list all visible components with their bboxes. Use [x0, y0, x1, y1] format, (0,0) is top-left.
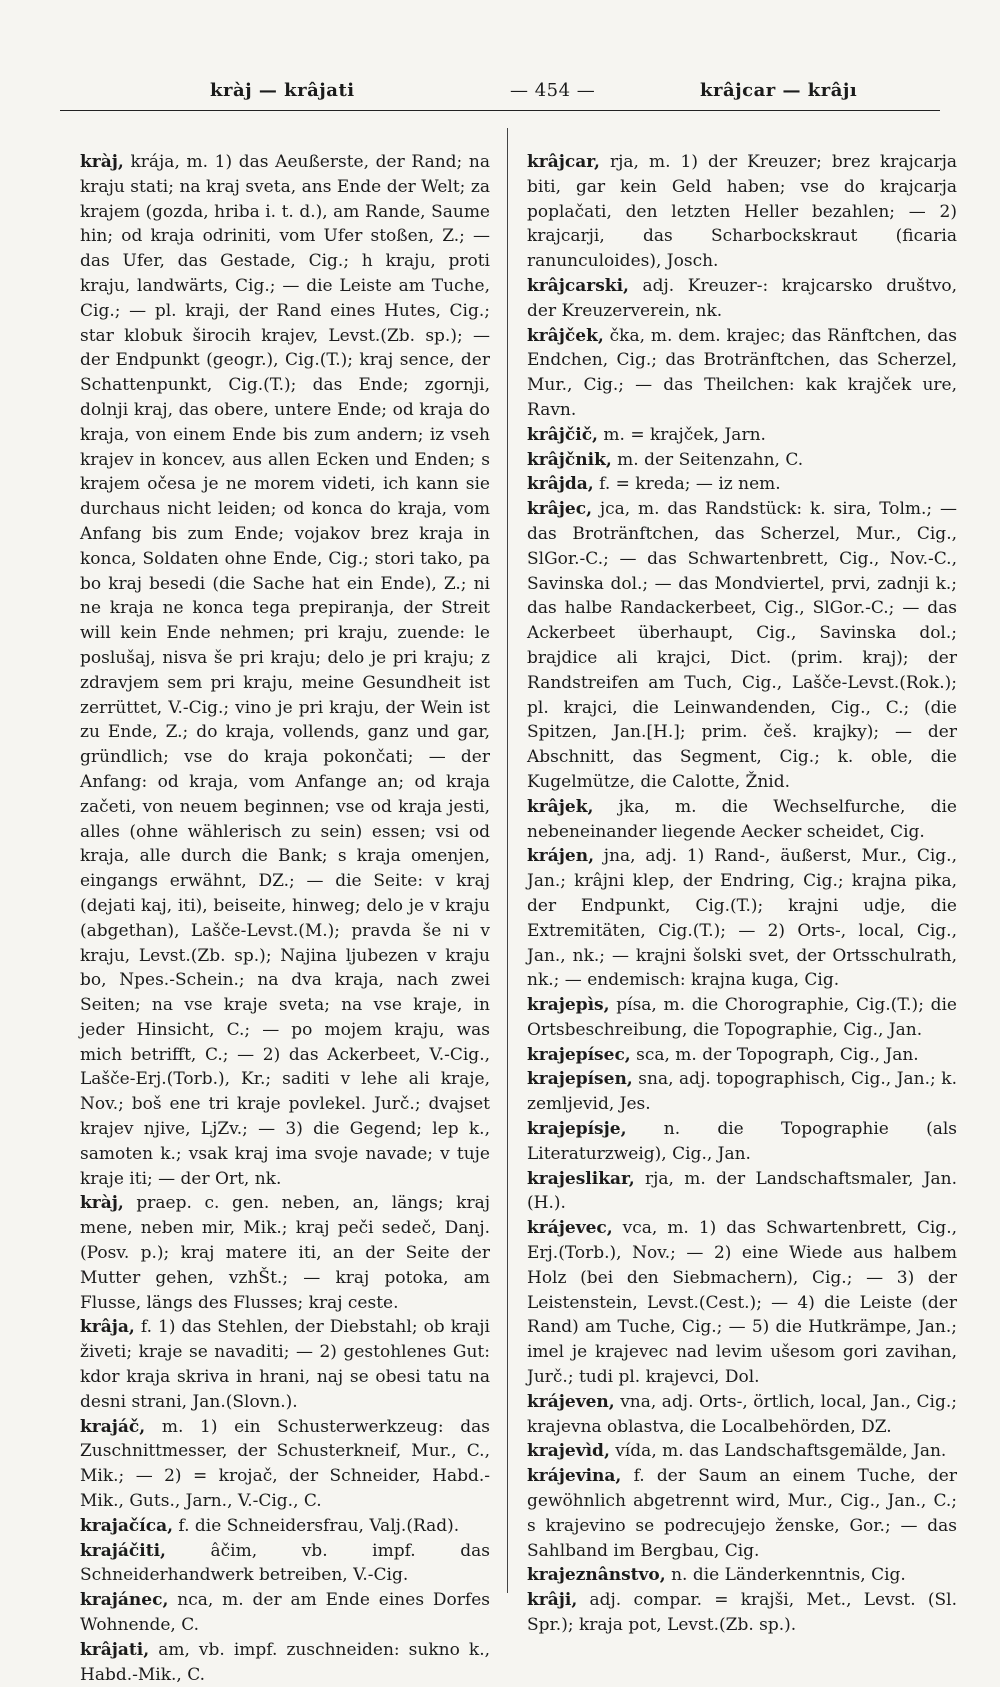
dictionary-entry — [527, 993, 957, 1043]
entry-headword: krájevina, — [527, 1466, 622, 1487]
entry-definition: krája, m. 1) das Aeußerste, der Rand; na kraju stati; na kraj sveta, ans Ende der Welt; za krajem (gozda, hriba i. t. d.), am Rande, Saume hin; od kraja odriniti, vom Ufer stoßen, Z.; — das Ufer, das Gestade, Cig.; h kraju, proti kraju, landwärts, Cig.; — die Leiste am Tuche, Cig.; — pl. kraji, der Rand eines Hutes, Cig.; star klobuk širocih krajev, Levst.(Zb. sp.); — der Endpunkt (geogr.), Cig.(T.); kraj sence, der Schattenpunkt, Cig.(T.); das Ende; zgornji, dolnji kraj, das obere, untere Ende; od kraja do kraja, von einem Ende bis zum andern; iz vseh krajev in koncev, aus allen Ecken und Enden; s krajem očesa je ne morem videti, ich kann sie durchaus nicht leiden; od konca do kraja, vom Anfang bis zum Ende; vojakov brez kraja in konca, Soldaten ohne Ende, Cig.; stori tako, pa bo kraj besedi (die Sache hat ein Ende), Z.; ni ne kraja ne konca tega prepiranja, der Streit will kein Ende nehmen; pri kraju, zuende: le poslušaj, nisva še pri kraju; delo je pri kraju; z zdravjem sem pri kraju, meine Gesundheit ist zerrüttet, V.-Cig.; vino je pri kraju, der Wein ist zu Ende, Z.; do kraja, vollends, ganz und gar, gründlich; vse do kraja pokončati; — der Anfang: od kraja, vom Anfange an; od kraja začeti, von neuem beginnen; vse od kraja jesti, alles (ohne wählerisch zu sein) essen; vsi od kraja, alle durch die Bank; s kraja omenjen, eingangs erwähnt, DZ.; — die Seite: v kraj (dejati kaj, iti), beiseite, hinweg; delo je v kraju (abgethan), Lašče-Levst.(M.); pravda še ni v kraju, Levst.(Zb. sp.); Najina ljubezen v kraju bo, Npes.-Schein.; na dva kraja, nach zwei Seiten; na vse kraje sveta; na vse kraje, in jeder Hinsicht, C.; — po mojem kraju, was mich betrifft, C.; — 2) das Ackerbeet, V.-Cig., Lašče-Erj.(Torb.), Kr.; saditi v lehe ali kraje, Nov.; boš ene tri kraje povlekel. Jurč.; dvajset krajev njive, LjZv.; — 3) die Gegend; lep k., samoten k.; vsak kraj ima svoje navade; v tuje kraje iti; — der Ort, nk. — [80, 152, 490, 1189]
entry-headword: krajáč, — [80, 1416, 146, 1437]
dictionary-entry — [80, 1191, 490, 1315]
entry-headword: krájevec, — [527, 1218, 613, 1239]
dictionary-entry — [527, 1439, 957, 1464]
dictionary-entry — [527, 1167, 957, 1217]
entry-headword: krajevìd, — [527, 1441, 610, 1462]
dictionary-entry — [527, 1067, 957, 1117]
entry-definition: m. der Seitenzahn, C. — [611, 449, 804, 470]
dictionary-entry — [80, 1539, 490, 1589]
entry-definition: rja, m. 1) der Kreuzer; brez krajcarja biti, gar kein Geld haben; vse do krajcarja poplačati, den letzten Heller bezahlen; — 2) krajcarji, das Scharbockskraut (ficaria ranunculoides), Josch. — [527, 152, 957, 272]
dictionary-entry — [527, 1043, 957, 1068]
entry-definition: vída, m. das Landschaftsgemälde, Jan. — [609, 1441, 947, 1462]
entry-headword: krajepìs, — [527, 995, 610, 1016]
entry-definition: m. 1) ein Schusterwerkzeug: das Zuschnittmesser, der Schusterkneif, Mur., C., Mik.; — 2) = krojač, der Schneider, Habd.-Mik., Guts., Jarn., V.-Cig., C. — [80, 1416, 490, 1512]
entry-headword: krajačíca, — [80, 1515, 174, 1536]
entry-definition: jna, adj. 1) Rand-, äußerst, Mur., Cig., Jan.; krâjni klep, der Endring, Cig.; krajna pika, der Endpunkt, Cig.(T.); krajni udje, die Extremitäten, Cig.(T.); — 2) Orts-, local, Cig., Jan., nk.; — krajni šolski svet, der Ortsschulrath, nk.; — endemisch: krajna kuga, Cig. — [527, 846, 957, 991]
entry-definition: adj. compar. = krajši, Met., Levst. (Sl. Spr.); kraja pot, Levst.(Zb. sp.). — [527, 1590, 957, 1636]
entry-headword: krajeslikar, — [527, 1168, 635, 1189]
dictionary-entry — [80, 150, 490, 1191]
dictionary-entry — [80, 1588, 490, 1638]
entry-definition: m. = krajček, Jarn. — [597, 424, 766, 445]
entry-headword: krâjček, — [527, 325, 604, 346]
entry-definition: f. der Saum an einem Tuche, der gewöhnlich abgetrennt wird, Mur., Cig., Jan., C.; s krajevino se podrecujejo ženske, Gor.; — das Sahlband im Bergbau, Cig. — [527, 1466, 957, 1561]
dictionary-entry — [527, 150, 957, 274]
entry-definition: jka, m. die Wechselfurche, die nebeneinander liegende Aecker scheidet, Cig. — [527, 796, 957, 842]
dictionary-entry — [80, 1638, 490, 1687]
entry-headword: krâjec, — [527, 499, 592, 520]
dictionary-entry — [527, 423, 957, 448]
entry-definition: f. 1) das Stehlen, der Diebstahl; ob kraji živeti; kraje se navaditi; — 2) gestohlenes Gut: kdor kraja skriva in hrani, naj se obesi tatu na desni strani, Jan.(Slovn.). — [80, 1317, 490, 1412]
dictionary-entry — [527, 448, 957, 473]
dictionary-entry — [527, 1588, 957, 1638]
entry-headword: krâjda, — [527, 474, 594, 495]
entry-definition: sna, adj. topographisch, Cig., Jan.; k. zemljevid, Jes. — [527, 1069, 957, 1115]
entry-headword: krâjčič, — [527, 424, 598, 445]
dictionary-entry — [527, 1464, 957, 1563]
dictionary-entry — [80, 1415, 490, 1514]
entry-definition: písa, m. die Chorographie, Cig.(T.); die Ortsbeschreibung, die Topographie, Cig., Jan. — [527, 995, 957, 1040]
dictionary-entry — [527, 795, 957, 845]
dictionary-entry — [527, 497, 957, 795]
column-divider — [507, 128, 508, 1593]
entry-headword: krâjati, — [80, 1639, 150, 1660]
entry-definition: jca, m. das Randstück: k. sira, Tolm.; — das Brotränftchen, das Scherzel, Mur., Cig., SlGor.-C.; — das Schwartenbrett, Cig., Nov.-C., Savinska dol.; — das Mondviertel, prvi, zadnji k.; das halbe Randackerbeet, Cig., SlGor.-C.; — das Ackerbeet überhaupt, Cig., Savinska dol.; brajdice ali krajci, Dict. (prim. kraj); der Randstreifen am Tuch, Cig., Lašče-Levst.(Rok.); pl. krajci, die Leinwandenden, Cig., C.; (die Spitzen, Jan.[H.]; prim. češ. krajky); — der Abschnitt, das Segment, Cig.; k. oble, die Kugelmütze, die Calotte, Žnid. — [527, 499, 957, 792]
header-left-guideword: kràj — krâjati — [210, 80, 355, 101]
entry-definition: n. die Topographie (als Literaturzweig), Cig., Jan. — [527, 1119, 957, 1164]
dictionary-entry — [527, 1563, 957, 1588]
dictionary-entry — [527, 844, 957, 993]
entry-definition: adj. Kreuzer-: krajcarsko društvo, der Kreuzerverein, nk. — [527, 275, 957, 321]
entry-definition: vna, adj. Orts-, örtlich, local, Jan., Cig.; krajevna oblastva, die Localbehörden, DZ. — [527, 1391, 957, 1437]
entry-definition: sca, m. der Topograph, Cig., Jan. — [630, 1044, 919, 1065]
right-column — [527, 150, 957, 1638]
dictionary-entry — [527, 1117, 957, 1167]
entry-headword: krajeznânstvo, — [527, 1565, 666, 1586]
entry-headword: krájeven, — [527, 1391, 615, 1412]
entry-headword: krajepísje, — [527, 1119, 627, 1140]
entry-headword: krajáčiti, — [80, 1540, 166, 1561]
dictionary-entry — [527, 472, 957, 497]
entry-definition: nca, m. der am Ende eines Dorfes Wohnende, C. — [80, 1590, 490, 1636]
entry-headword: krajepísen, — [527, 1069, 633, 1090]
entry-definition: praep. c. gen. neben, an, längs; kraj mene, neben mir, Mik.; kraj peči sedeč, Danj.(Posv. p.); kraj matere iti, an der Seite der Mutter gehen, vzhŠt.; — kraj potoka, am Flusse, längs des Flusses; kraj ceste. — [80, 1193, 490, 1313]
entry-definition: am, vb. impf. zuschneiden: sukno k., Habd.-Mik., C. — [80, 1639, 490, 1685]
dictionary-entry — [527, 1390, 957, 1440]
dictionary-entry — [80, 1514, 490, 1539]
dictionary-entry — [527, 274, 957, 324]
entry-definition: f. = kreda; — iz nem. — [593, 474, 781, 495]
entry-headword: krâjčnik, — [527, 449, 612, 470]
entry-headword: krajepísec, — [527, 1044, 631, 1065]
entry-headword: kràj, — [80, 1193, 124, 1214]
entry-headword: krájen, — [527, 846, 594, 867]
entry-headword: krajánec, — [80, 1590, 169, 1611]
header-right-guideword: krâjcar — krâjı — [700, 80, 858, 101]
entry-headword: krâji, — [527, 1590, 578, 1611]
dictionary-entry — [527, 1216, 957, 1390]
entry-headword: krâjcar, — [527, 152, 600, 172]
entry-definition: f. die Schneidersfrau, Valj.(Rad). — [173, 1515, 460, 1536]
page-header — [60, 70, 940, 111]
entry-definition: âčim, vb. impf. das Schneiderhandwerk betreiben, V.-Cig. — [80, 1540, 490, 1586]
dictionary-entry — [80, 1315, 490, 1414]
entry-headword: krâja, — [80, 1317, 135, 1338]
entry-headword: krâjcarski, — [527, 275, 629, 296]
left-column — [80, 150, 490, 1687]
page-number: — 454 — — [510, 80, 596, 101]
entry-definition: vca, m. 1) das Schwartenbrett, Cig., Erj.(Torb.), Nov.; — 2) eine Wiede aus halbem Holz (bei den Siebmachern), Cig.; — 3) der Leistenstein, Levst.(Cest.); — 4) die Leiste (der Rand) am Tuche, Cig.; — 5) die Hutkrämpe, Jan.; imel je krajevec nad levim ušesom gori zavihan, Jurč.; tudi pl. krajevci, Dol. — [527, 1218, 957, 1388]
entry-definition: čka, m. dem. krajec; das Ränftchen, das Endchen, Cig.; das Brotränftchen, das Scherzel, Mur., Cig.; — das Theilchen: kak krajček ure, Ravn. — [527, 325, 957, 420]
entry-headword: krâjek, — [527, 796, 594, 817]
entry-headword: kràj, — [80, 152, 124, 172]
dictionary-entry — [527, 324, 957, 423]
entry-definition: n. die Länderkenntnis, Cig. — [665, 1565, 906, 1586]
entry-definition: rja, m. der Landschaftsmaler, Jan.(H.). — [527, 1168, 957, 1214]
